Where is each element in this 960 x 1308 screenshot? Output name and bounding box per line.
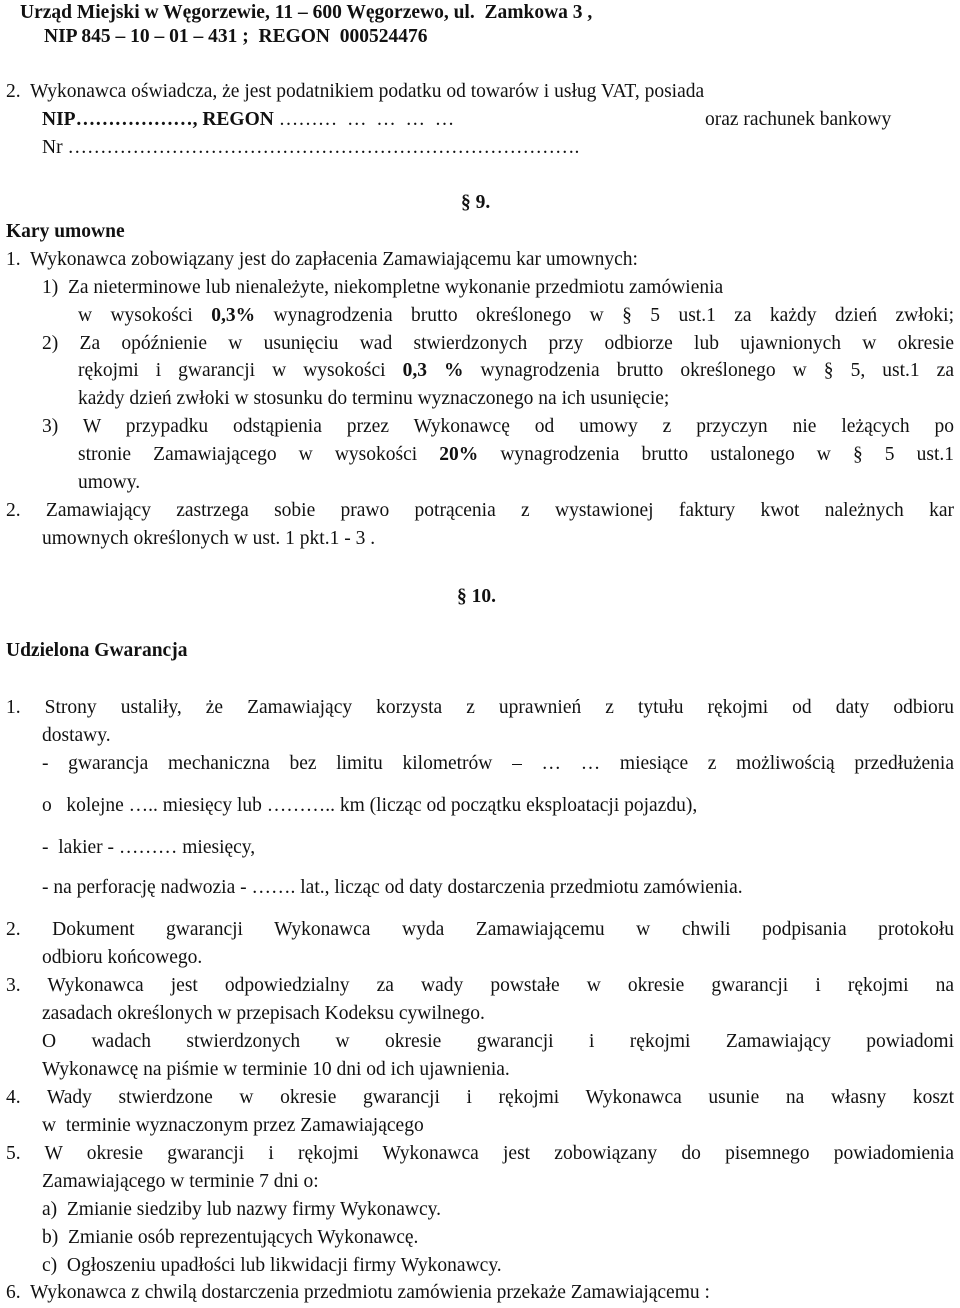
text-run: wynagrodzenia brutto określonego w § 5, ust.1 za — [463, 360, 954, 381]
section-10-p4-line2: w terminie wyznaczonym przez Zamawiającego — [42, 1115, 424, 1136]
section-9-number: § 9. — [461, 192, 491, 213]
penalty-rate: 20% — [439, 444, 479, 465]
extension-terms: o kolejne ….. miesięcy lub ……….. km (licząc od początku eksploatacji pojazdu), — [42, 795, 698, 816]
section-9-p1-2-line3: każdy dzień zwłoki w stosunku do terminu wyznaczonego na ich usunięcie; — [78, 388, 670, 409]
nip-label: NIP — [42, 109, 76, 130]
text-run: wynagrodzenia brutto określonego w § 5 ust.1 za każdy dzień zwłoki; — [255, 305, 954, 326]
vat-statement: 2. Wykonawca oświadcza, że jest podatnikiem podatku od towarów i usług VAT, posiada — [6, 81, 705, 102]
section-10-p5-line2: Zamawiającego w terminie 7 dni o: — [42, 1171, 319, 1192]
notification-item-b: b) Zmianie osób reprezentujących Wykonawcę. — [42, 1227, 419, 1248]
perforation-warranty: - na perforację nadwozia - ……. lat., licząc od daty dostarczenia przedmiotu zamówienia. — [42, 877, 743, 898]
regon-dots: ……… … … … … — [273, 109, 455, 130]
header-address: Urząd Miejski w Węgorzewie, 11 – 600 Węgorzewo, ul. Zamkowa 3 , — [20, 2, 593, 23]
section-10-p6: 6. Wykonawca z chwilą dostarczenia przedmiotu zamówienia przekaże Zamawiającemu : — [6, 1282, 710, 1303]
text-run: w wysokości — [78, 305, 212, 326]
section-10-p3-line1: 3. Wykonawca jest odpowiedzialny za wady powstałe w okresie gwarancji i rękojmi na — [6, 975, 954, 996]
section-9-p1-1-line1: 1) Za nieterminowe lub nienależyte, niekompletne wykonanie przedmiotu zamówienia — [42, 277, 724, 298]
nip-regon-line — [42, 106, 454, 133]
section-10-p4-line1: 4. Wady stwierdzone w okresie gwarancji i rękojmi Wykonawca usunie na własny koszt — [6, 1087, 954, 1108]
section-10-title: Udzielona Gwarancja — [6, 640, 188, 661]
paint-warranty: - lakier - ……… miesięcy, — [42, 837, 256, 858]
section-10-p3-line2: zasadach określonych w przepisach Kodeksu cywilnego. — [42, 1003, 485, 1024]
regon-label: , REGON — [192, 109, 274, 130]
section-9-p2-line2: umownych określonych w ust. 1 pkt.1 - 3 . — [42, 528, 376, 549]
penalty-rate: 0,3 % — [402, 360, 464, 381]
section-10-p5-line1: 5. W okresie gwarancji i rękojmi Wykonawca jest zobowiązany do pisemnego powiadomienia — [6, 1143, 954, 1164]
text-run: stronie Zamawiającego w wysokości — [78, 444, 440, 465]
text-run: wynagrodzenia brutto ustalonego w § 5 ust.1 — [478, 444, 955, 465]
nr-label: Nr — [42, 137, 63, 158]
section-10-p3-line3: O wadach stwierdzonych w okresie gwarancji i rękojmi Zamawiający powiadomi — [42, 1031, 954, 1052]
section-9-p1-3-line3: umowy. — [78, 472, 141, 493]
section-10-p1-line1: 1. Strony ustaliły, że Zamawiający korzysta z uprawnień z tytułu rękojmi od daty odbioru — [6, 697, 954, 718]
header-nip-regon: NIP 845 – 10 – 01 – 431 ; REGON 000524476 — [44, 26, 428, 47]
section-10-p1-line2: dostawy. — [42, 725, 111, 746]
section-9-p2-line1: 2. Zamawiający zastrzega sobie prawo potrącenia z wystawionej faktury kwot należnych kar — [6, 500, 954, 521]
section-9-p1: 1. Wykonawca zobowiązany jest do zapłacenia Zamawiającemu kar umownych: — [6, 249, 638, 270]
section-10-p3-line4: Wykonawcę na piśmie w terminie 10 dni od ich ujawnienia. — [42, 1059, 510, 1080]
section-9-p1-2-line2 — [78, 357, 954, 384]
section-9-p1-1-line2 — [78, 302, 954, 329]
notification-item-a: a) Zmianie siedziby lub nazwy firmy Wykonawcy. — [42, 1199, 441, 1220]
mechanical-warranty: - gwarancja mechaniczna bez limitu kilometrów – … … miesiące z możliwością przedłużenia — [42, 753, 954, 774]
account-text: oraz rachunek bankowy — [705, 109, 892, 130]
section-9-p1-2-line1: 2) Za opóźnienie w usunięciu wad stwierdzonych przy odbiorze lub ujawnionych w okresie — [42, 333, 954, 354]
section-10-p2-line1: 2. Dokument gwarancji Wykonawca wyda Zamawiającemu w chwili podpisania protokołu — [6, 919, 954, 940]
text-run: rękojmi i gwarancji w wysokości — [78, 360, 403, 381]
section-9-p1-3-line1: 3) W przypadku odstąpienia przez Wykonawcę od umowy z przyczyn nie leżących po — [42, 416, 954, 437]
section-10-number: § 10. — [457, 586, 496, 607]
penalty-rate: 0,3% — [211, 305, 256, 326]
notification-item-c: c) Ogłoszeniu upadłości lub likwidacji firmy Wykonawcy. — [42, 1255, 502, 1276]
nip-dots: ……………… — [75, 109, 193, 130]
section-10-p2-line2: odbioru końcowego. — [42, 947, 203, 968]
nr-line — [42, 134, 579, 161]
section-9-title: Kary umowne — [6, 221, 125, 242]
section-9-p1-3-line2 — [78, 441, 954, 468]
nr-dots: ……………………………………………………………………. — [62, 137, 580, 158]
